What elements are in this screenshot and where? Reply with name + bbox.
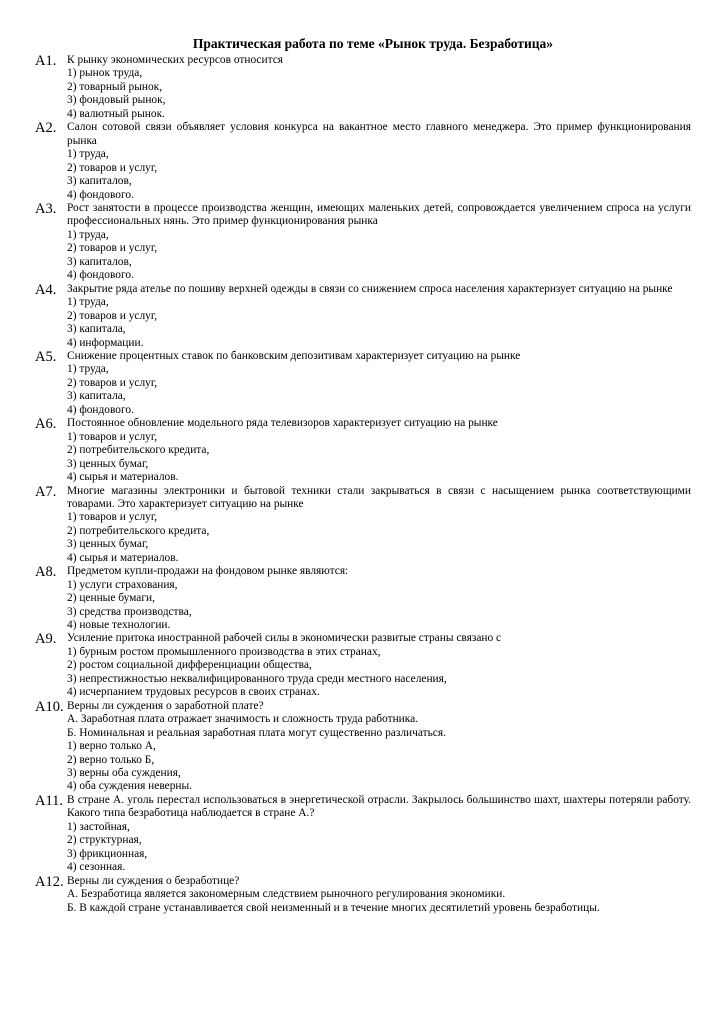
answer-option: 3) капиталов, [67,175,132,188]
question-body [67,283,691,350]
question-number: А9. [35,631,57,648]
question-item [35,632,691,699]
question-item [35,202,691,283]
answer-option: 3) ценных бумаг, [67,457,149,470]
answer-option: 4) исчерпанием трудовых ресурсов в своих странах. [67,686,320,699]
answer-option: 2) товаров и услуг, [67,376,158,389]
question-text: Верны ли суждения о заработной плате? [67,699,264,712]
question-text: Рост занятости в процессе производства женщин, имеющих маленьких детей, сопровождается увеличением спроса на услуги профессиональных нянь. Это пример функционирования рынка [67,201,691,228]
answer-option: 1) услуги страхования, [67,578,178,591]
page-title: Практическая работа по теме «Рынок труда. Безработица» [192,36,554,51]
answer-option: 2) верно только Б, [67,753,155,766]
answer-option: 2) потребительского кредита, [67,524,210,537]
answer-option: 4) валютный рынок. [67,107,165,120]
answer-option: 3) капитала, [67,323,126,336]
answer-option: 2) товаров и услуг, [67,309,158,322]
answer-option: 1) труда, [67,228,109,241]
question-body [67,121,691,202]
question-number: А4. [35,281,57,298]
answer-option: 1) труда, [67,148,109,161]
question-number: А6. [35,416,57,433]
question-body [67,875,691,915]
question-text: Усиление притока иностранной рабочей силы в экономически развитые страны связано с [67,632,502,645]
question-item [35,875,691,915]
answer-option: 4) фондового. [67,188,134,201]
question-text: Закрытие ряда ателье по пошиву верхней одежды в связи со снижением спроса населения характеризует ситуацию на рынке [67,282,673,295]
answer-option: 1) бурным ростом промышленного производства в этих странах, [67,645,381,658]
question-item [35,794,691,875]
question-number: А2. [35,120,57,137]
answer-option: 3) капиталов, [67,255,132,268]
answer-option: 2) потребительского кредита, [67,444,210,457]
question-body [67,202,691,283]
answer-option: 2) структурная, [67,834,142,847]
answer-option: 4) сырья и материалов. [67,471,179,484]
answer-option: 3) фондовый рынок, [67,94,166,107]
answer-option: 2) товарный рынок, [67,80,163,93]
answer-option: 1) застойная, [67,820,130,833]
answer-option: 4) фондового. [67,403,134,416]
question-item [35,700,691,794]
question-text: Верны ли суждения о безработице? [67,874,240,887]
answer-option: 3) верны оба суждения, [67,767,181,780]
question-item [35,54,691,121]
question-text: Салон сотовой связи объявляет условия конкурса на вакантное место главного менеджера. Это пример функционирования рынка [67,121,691,147]
answer-option: 2) ценные бумаги, [67,592,155,605]
question-number: А10. [35,698,64,715]
question-number: А12. [35,873,64,890]
answer-option: 4) информации. [67,336,144,349]
question-body [67,565,691,632]
answer-option: 3) фрикционная, [67,847,148,860]
answer-option: 2) товаров и услуг, [67,161,158,174]
question-number: А5. [35,348,57,365]
question-number: А3. [35,200,57,217]
question-number: А11. [35,792,64,809]
question-item [35,350,691,417]
question-text: Многие магазины электроники и бытовой техники стали закрываться в связи с насыщением рынка соответствующими товарами. Это характеризует ситуацию на рынке [67,484,691,510]
question-body [67,632,691,699]
question-text: Постоянное обновление модельного ряда телевизоров характеризует ситуацию на рынке [67,417,498,430]
answer-option: 1) верно только А, [67,740,156,753]
answer-option: 2) товаров и услуг, [67,242,158,255]
answer-option: 4) фондового. [67,269,134,282]
question-text: Предметом купли-продажи на фондовом рынке являются: [67,565,349,578]
question-text: Снижение процентных ставок по банковским депозитивам характеризует ситуацию на рынке [67,349,521,362]
question-item [35,565,691,632]
answer-option: 3) средства производства, [67,605,192,618]
question-text: К рынку экономических ресурсов относится [67,54,283,66]
answer-option: 4) оба суждения неверны. [67,780,192,793]
question-body [67,794,691,875]
question-item [35,121,691,202]
answer-option: 1) товаров и услуг, [67,511,158,524]
answer-option: 4) сырья и материалов. [67,551,179,564]
question-item [35,485,691,566]
answer-option: 2) ростом социальной дифференциации общества, [67,659,312,672]
answer-option: 3) непрестижностью неквалифицированного труда среди местного населения, [67,672,447,685]
answer-option: 3) капитала, [67,390,126,403]
question-body [67,485,691,566]
question-body [67,417,691,484]
answer-option: 3) ценных бумаг, [67,538,149,551]
question-body [67,700,691,794]
question-number: А1. [35,53,57,69]
question-statement: А. Безработица является закономерным следствием рыночного регулирования экономики. [67,888,506,901]
question-number: А8. [35,564,57,581]
answer-option: 4) сезонная. [67,861,126,874]
question-item [35,417,691,484]
answer-option: 1) товаров и услуг, [67,430,158,443]
question-text: В стране А. уголь перестал использоваться в энергетической отрасли. Закрылось большинство шахт, шахтеры потеряли работу. Какого типа безработица наблюдается в стране А.? [67,793,691,820]
question-body [67,54,691,121]
question-number: А7. [35,483,57,500]
question-statement: А. Заработная плата отражает значимость и сложность труда работника. [67,713,419,726]
question-statement: Б. Номинальная и реальная заработная плата могут существенно различаться. [67,726,446,739]
answer-option: 1) труда, [67,296,109,309]
answer-option: 1) рынок труда, [67,67,143,80]
question-body [67,350,691,417]
question-item [35,283,691,350]
question-list [35,54,691,915]
answer-option: 4) новые технологии. [67,619,171,632]
question-statement: Б. В каждой стране устанавливается свой неизменный и в течение многих десятилетий уровень безработицы. [67,901,600,914]
answer-option: 1) труда, [67,363,109,376]
